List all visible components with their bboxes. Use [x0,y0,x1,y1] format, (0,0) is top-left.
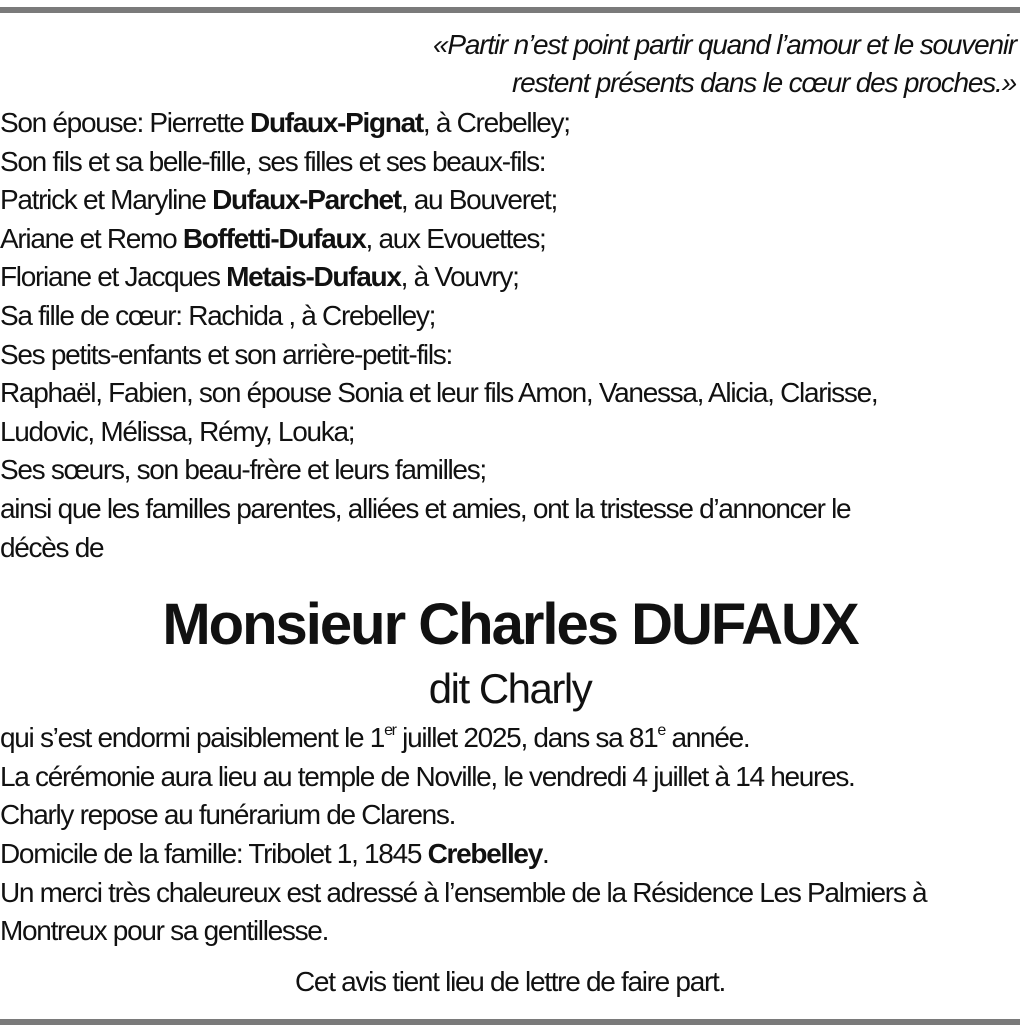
family-line: Patrick et Maryline Dufaux-Parchet, au Bouveret; [0,184,557,216]
family-line: ainsi que les familles parentes, alliées et amies, ont la tristesse d’annoncer le [0,492,851,524]
family-line: Son fils et sa belle-fille, ses filles et ses beaux-fils: [0,145,546,177]
family-line: Ludovic, Mélissa, Rémy, Louka; [0,415,355,447]
family-line: Ses petits-enfants et son arrière-petit-fils: [0,338,452,370]
bottom-rule [0,1019,1020,1025]
family-line: Raphaël, Fabien, son épouse Sonia et leur fils Amon, Vanessa, Alicia, Clarisse, [0,377,878,409]
thanks-line-1: Un merci très chaleureux est adressé à l’ensemble de la Résidence Les Palmiers à [0,876,927,908]
family-list [0,104,1020,567]
obituary-notice [0,26,1020,1001]
family-line: Ariane et Remo Boffetti-Dufaux, aux Evouettes; [0,222,546,254]
thanks-line-2: Montreux pour sa gentillesse. [0,915,329,947]
notice-details [0,719,1020,951]
death-date-line: qui s’est endormi paisiblement le 1er juillet 2025, dans sa 81e année. [0,722,750,754]
family-line: Son épouse: Pierrette Dufaux-Pignat, à Crebelley; [0,107,570,138]
family-line: Sa fille de cœur: Rachida , à Crebelley; [0,299,436,331]
rest-place-line: Charly repose au funérarium de Clarens. [0,799,456,831]
family-line: décès de [0,531,104,563]
ceremony-line: La cérémonie aura lieu au temple de Noville, le vendredi 4 juillet à 14 heures. [0,760,855,792]
family-line: Floriane et Jacques Metais-Dufaux, à Vouvry; [0,261,519,293]
deceased-name: Monsieur Charles DUFAUX [162,592,858,658]
deceased-alias: dit Charly [428,665,592,713]
quote-line-2: restent présents dans le cœur des proches.» [511,67,1016,98]
top-rule [0,7,1020,13]
closing-note: Cet avis tient lieu de lettre de faire part. [295,965,725,997]
quote-line-1: «Partir n’est point partir quand l’amour et le souvenir [432,29,1016,60]
epigraph-quote [0,26,1020,102]
family-line: Ses sœurs, son beau-frère et leurs familles; [0,454,486,486]
domicile-line: Domicile de la famille: Tribolet 1, 1845 Crebelley. [0,837,549,869]
